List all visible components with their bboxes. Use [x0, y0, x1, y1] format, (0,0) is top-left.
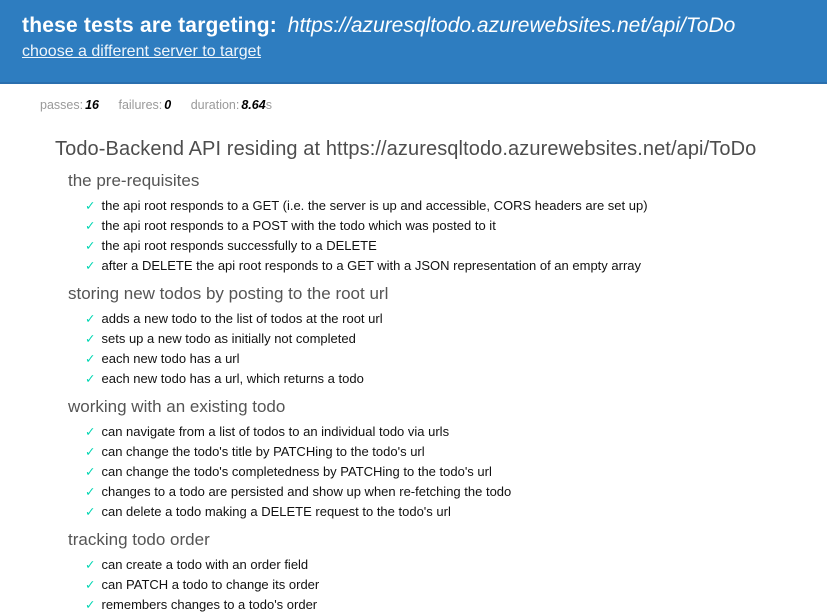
suite-title[interactable]: the pre-requisites	[68, 171, 200, 190]
test-title: after a DELETE the api root responds to a GET with a JSON representation of an empty array	[101, 258, 642, 273]
stat-failures	[118, 98, 171, 112]
test-item[interactable]	[85, 236, 827, 256]
tests-list	[68, 309, 827, 389]
duration-value: 8.64	[241, 98, 266, 112]
target-server-url: https://azuresqltodo.azurewebsites.net/api/ToDo	[287, 14, 736, 37]
check-icon: ✓	[85, 558, 96, 572]
suites-container	[55, 170, 827, 615]
test-title: the api root responds successfully to a DELETE	[101, 238, 377, 253]
test-title: can PATCH a todo to change its order	[101, 577, 320, 592]
test-item[interactable]	[85, 575, 827, 595]
test-title: each new todo has a url	[101, 351, 240, 366]
passes-value: 16	[85, 98, 99, 112]
check-icon: ✓	[85, 445, 96, 459]
check-icon: ✓	[85, 598, 96, 612]
check-icon: ✓	[85, 219, 96, 233]
test-item[interactable]	[85, 196, 827, 216]
passes-label: passes:	[40, 98, 84, 112]
test-item[interactable]	[85, 595, 827, 615]
test-title: adds a new todo to the list of todos at the root url	[101, 311, 383, 326]
suite-title[interactable]: storing new todos by posting to the root url	[68, 284, 389, 303]
stat-passes	[40, 98, 99, 112]
target-banner	[0, 0, 827, 84]
test-item[interactable]	[85, 369, 827, 389]
check-icon: ✓	[85, 485, 96, 499]
tests-list	[68, 422, 827, 522]
test-item[interactable]	[85, 329, 827, 349]
test-item[interactable]	[85, 482, 827, 502]
suite-title[interactable]: working with an existing todo	[68, 397, 286, 416]
test-title: each new todo has a url, which returns a todo	[101, 371, 364, 386]
test-item[interactable]	[85, 462, 827, 482]
test-title: can change the todo's completedness by PATCHing to the todo's url	[101, 464, 492, 479]
test-item[interactable]	[85, 502, 827, 522]
check-icon: ✓	[85, 372, 96, 386]
check-icon: ✓	[85, 465, 96, 479]
check-icon: ✓	[85, 312, 96, 326]
suite	[68, 283, 827, 389]
duration-unit: s	[265, 98, 272, 112]
stat-duration	[191, 98, 272, 112]
test-title: can create a todo with an order field	[101, 557, 309, 572]
failures-label: failures:	[118, 98, 163, 112]
tests-list	[68, 196, 827, 276]
mocha-stats	[40, 98, 827, 113]
test-report	[55, 138, 827, 615]
check-icon: ✓	[85, 332, 96, 346]
test-item[interactable]	[85, 422, 827, 442]
test-title: can navigate from a list of todos to an individual todo via urls	[101, 424, 450, 439]
duration-label: duration:	[190, 98, 240, 112]
suite	[68, 396, 827, 522]
test-title: the api root responds to a GET (i.e. the server is up and accessible, CORS headers are set up)	[101, 198, 648, 213]
test-item[interactable]	[85, 256, 827, 276]
test-title: sets up a new todo as initially not completed	[101, 331, 356, 346]
failures-value: 0	[164, 98, 172, 112]
choose-server-link[interactable]: choose a different server to target	[22, 43, 261, 60]
test-title: remembers changes to a todo's order	[101, 597, 318, 612]
check-icon: ✓	[85, 352, 96, 366]
test-item[interactable]	[85, 216, 827, 236]
check-icon: ✓	[85, 199, 96, 213]
test-item[interactable]	[85, 309, 827, 329]
tests-list	[68, 555, 827, 615]
test-title: the api root responds to a POST with the todo which was posted to it	[101, 218, 496, 233]
test-title: changes to a todo are persisted and show up when re-fetching the todo	[101, 484, 512, 499]
check-icon: ✓	[85, 239, 96, 253]
suite-title[interactable]: tracking todo order	[68, 530, 210, 549]
test-item[interactable]	[85, 349, 827, 369]
test-item[interactable]	[85, 555, 827, 575]
check-icon: ✓	[85, 425, 96, 439]
check-icon: ✓	[85, 578, 96, 592]
test-title: can change the todo's title by PATCHing to the todo's url	[101, 444, 425, 459]
suite	[68, 529, 827, 615]
check-icon: ✓	[85, 505, 96, 519]
suite	[68, 170, 827, 276]
report-title: Todo-Backend API residing at https://azuresqltodo.azurewebsites.net/api/ToDo	[55, 138, 757, 160]
test-title: can delete a todo making a DELETE request to the todo's url	[101, 504, 451, 519]
test-item[interactable]	[85, 442, 827, 462]
banner-title-label: these tests are targeting:	[22, 14, 277, 37]
check-icon: ✓	[85, 259, 96, 273]
banner-title	[22, 13, 805, 39]
